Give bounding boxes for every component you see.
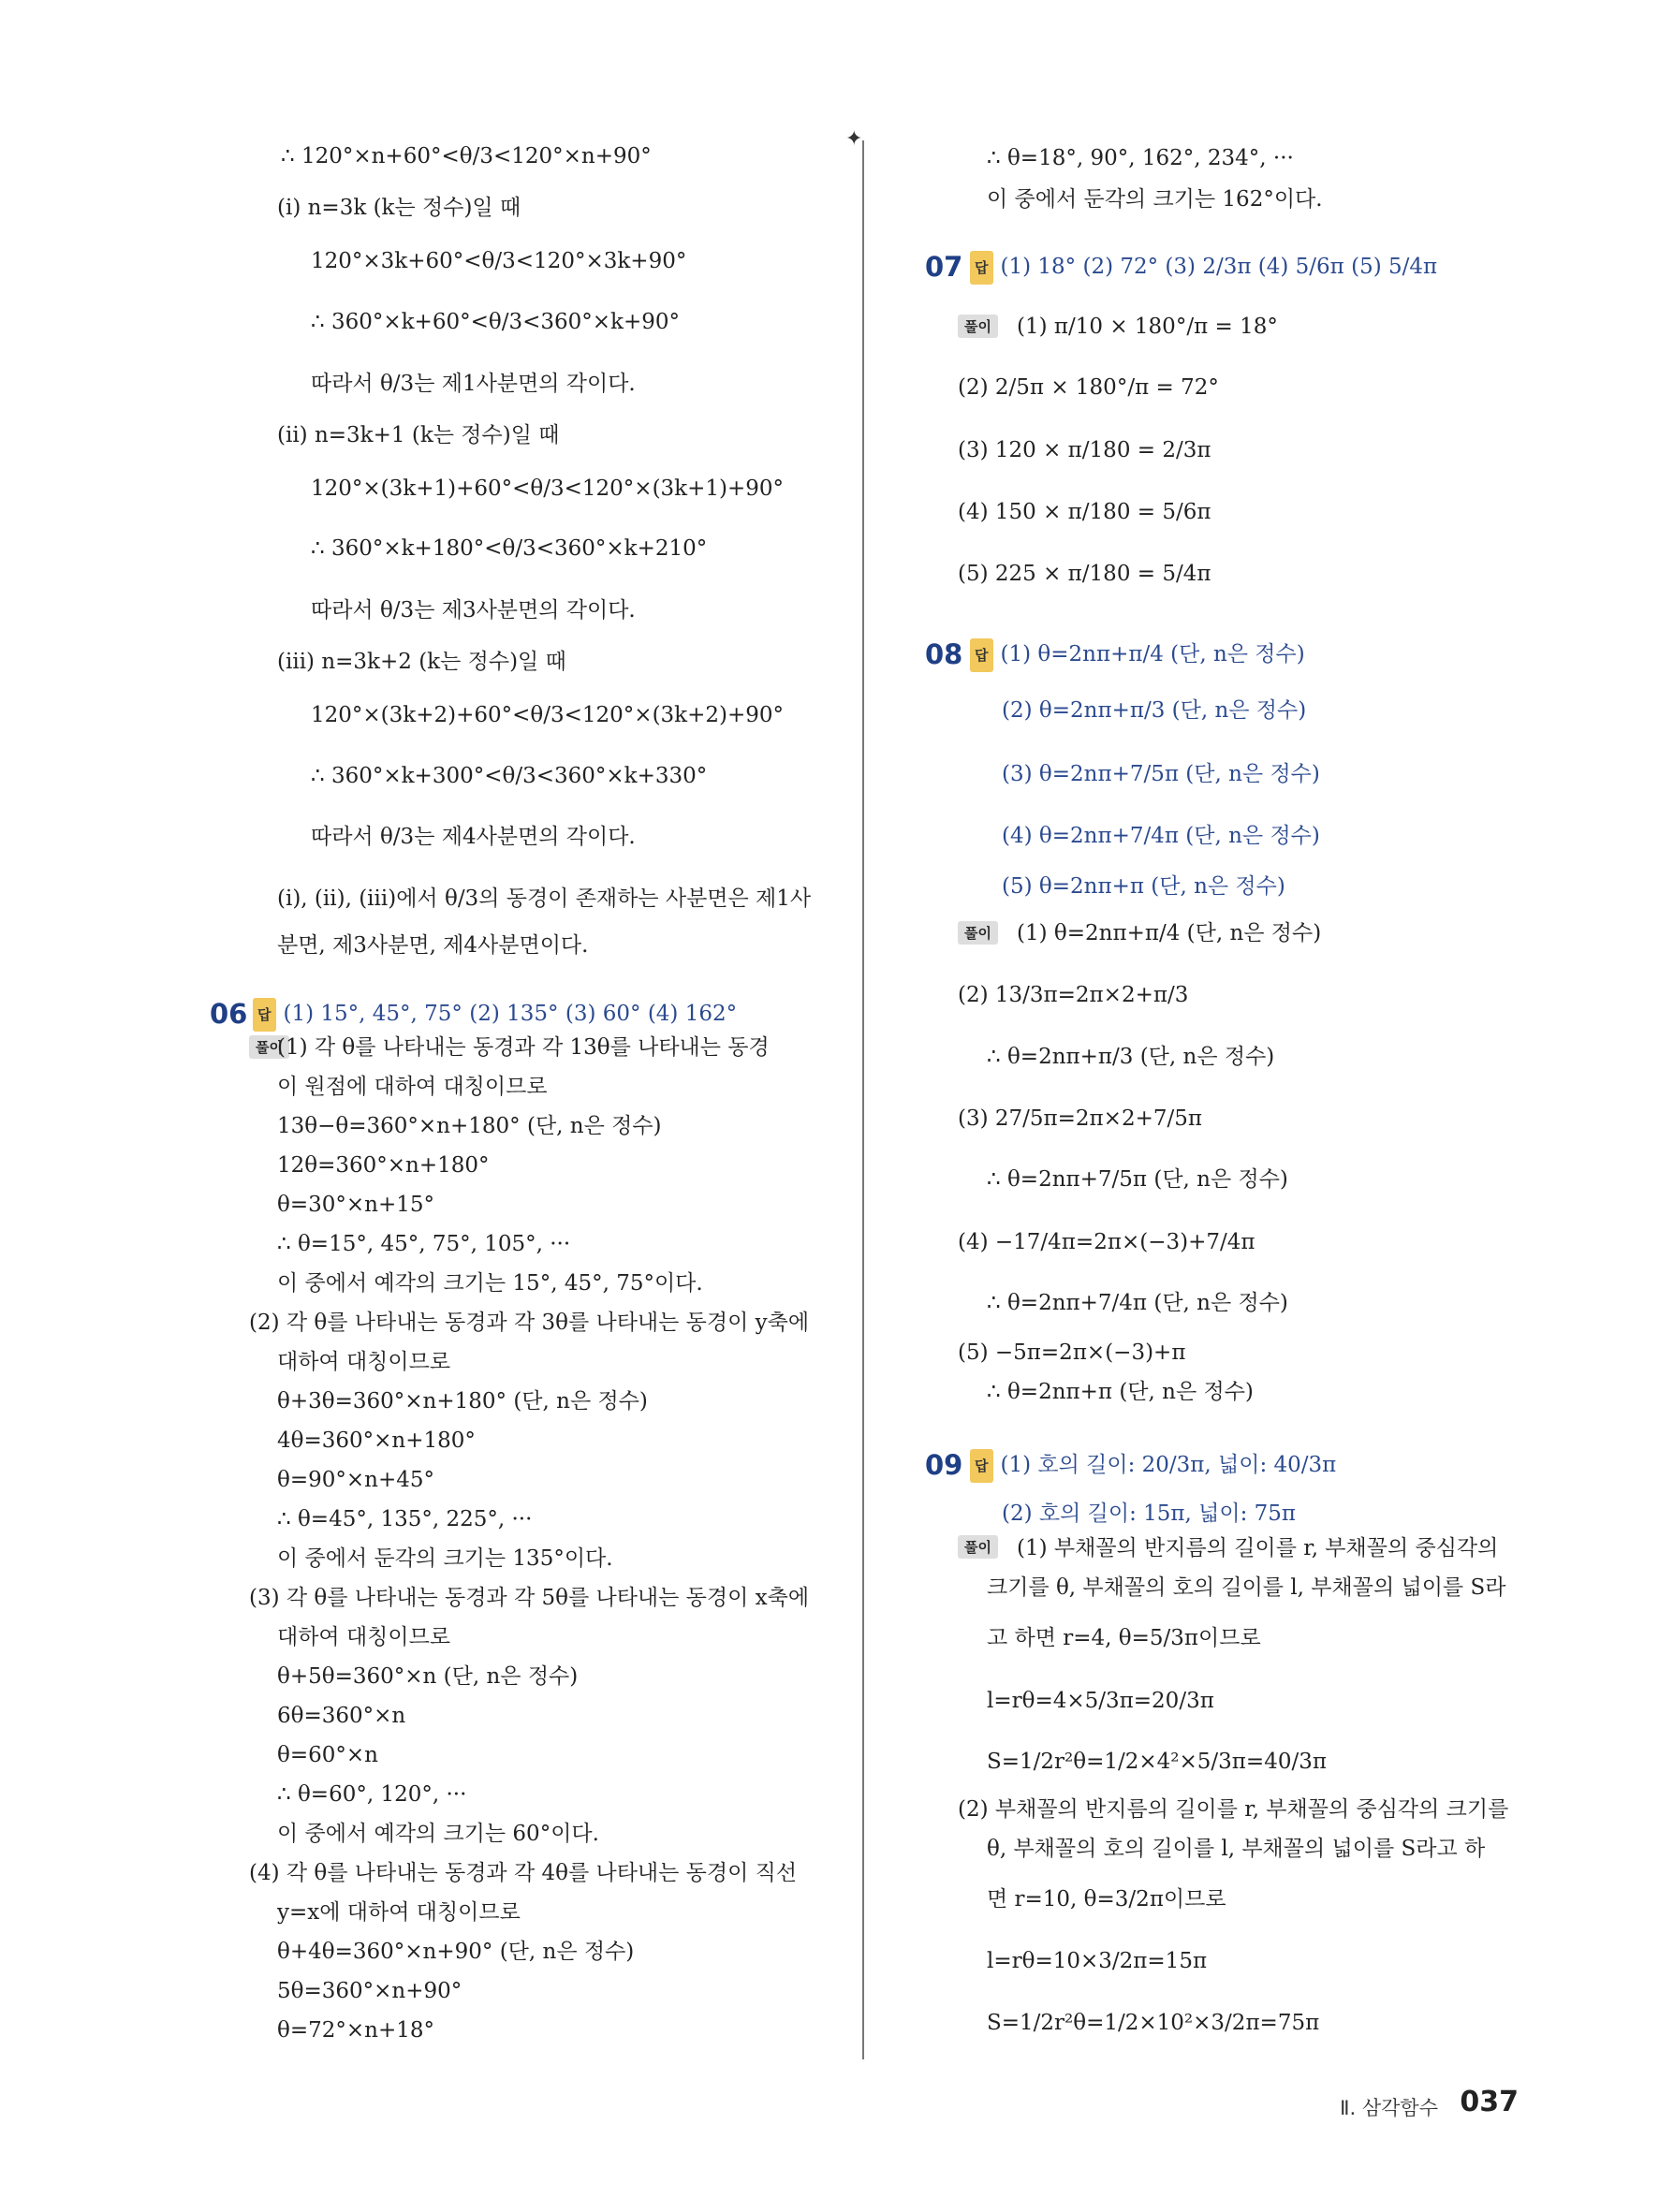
solution-line: 4θ=360°×n+180° <box>277 1428 476 1453</box>
solution-line: (3) 120 × π/180 = 2/3π <box>958 438 1211 462</box>
solution-line: (3) 각 θ를 나타내는 동경과 각 5θ를 나타내는 동경이 x축에 <box>249 1586 810 1610</box>
solution-line: θ=30°×n+15° <box>277 1193 435 1217</box>
solution-line: (2) 13/3π=2π×2+π/3 <box>958 983 1189 1007</box>
solution-line: 5θ=360°×n+90° <box>277 1979 462 2003</box>
solution-line: (2) 부채꼴의 반지름의 길이를 r, 부채꼴의 중심각의 크기를 <box>958 1797 1509 1822</box>
answer-07 <box>970 251 1437 285</box>
solution-line: 고 하면 r=4, θ=5/3π이므로 <box>987 1626 1261 1650</box>
answer-06 <box>253 998 737 1032</box>
solution-line: (2) 2/5π × 180°/π = 72° <box>958 375 1219 400</box>
solution-line: (5) −5π=2π×(−3)+π <box>958 1340 1186 1365</box>
answer-text: (1) 18° (2) 72° (3) 2/3π (4) 5/6π (5) 5/4π <box>1000 255 1438 279</box>
question-number-08: 08 <box>925 638 963 670</box>
solution-line: (1) π/10 × 180°/π = 18° <box>1017 315 1278 339</box>
solution-line: 이 중에서 둔각의 크기는 162°이다. <box>987 187 1323 212</box>
solution-line: (2) 각 θ를 나타내는 동경과 각 3θ를 나타내는 동경이 y축에 <box>249 1311 810 1335</box>
solution-line: θ, 부채꼴의 호의 길이를 l, 부채꼴의 넓이를 S라고 하 <box>987 1837 1486 1861</box>
answer-08 <box>970 638 1305 672</box>
solution-line: ∴ θ=15°, 45°, 75°, 105°, ··· <box>277 1232 571 1256</box>
solution-line: 이 원점에 대하여 대칭이므로 <box>277 1075 548 1099</box>
solution-line: 6θ=360°×n <box>277 1704 406 1728</box>
column-divider <box>862 140 864 2059</box>
solution-line: (4) 150 × π/180 = 5/6π <box>958 500 1211 524</box>
solution-line: ∴ θ=2nπ+7/5π (단, n은 정수) <box>987 1167 1288 1192</box>
solution-line: θ=72°×n+18° <box>277 2018 435 2043</box>
solution-badge: 풀이 <box>958 921 998 945</box>
question-number-07: 07 <box>925 251 963 283</box>
solution-line: 따라서 θ/3는 제4사분면의 각이다. <box>311 825 636 849</box>
solution-line: (1) 부채꼴의 반지름의 길이를 r, 부채꼴의 중심각의 <box>1017 1536 1499 1560</box>
solution-line: ∴ 360°×k+300°<θ/3<360°×k+330° <box>311 764 708 788</box>
answer-08-5: (5) θ=2nπ+π (단, n은 정수) <box>1002 874 1285 899</box>
solution-line: (ⅰ) n=3k (k는 정수)일 때 <box>277 196 521 220</box>
solution-line: ∴ θ=2nπ+π (단, n은 정수) <box>987 1380 1254 1404</box>
solution-line: 이 중에서 예각의 크기는 60°이다. <box>277 1822 599 1846</box>
solution-line: S=1/2r²θ=1/2×10²×3/2π=75π <box>987 2011 1320 2035</box>
solution-line: 대하여 대칭이므로 <box>277 1350 451 1374</box>
solution-line: (1) 각 θ를 나타내는 동경과 각 13θ를 나타내는 동경 <box>277 1035 770 1060</box>
solution-line: l=rθ=10×3/2π=15π <box>987 1949 1208 1973</box>
solution-badge: 풀이 <box>249 1035 289 1059</box>
answer-08-4: (4) θ=2nπ+7/4π (단, n은 정수) <box>1002 824 1320 848</box>
answer-text: (1) 15°, 45°, 75° (2) 135° (3) 60° (4) 162° <box>283 1002 738 1026</box>
answer-08-2: (2) θ=2nπ+π/3 (단, n은 정수) <box>1002 698 1307 723</box>
answer-badge: 답 <box>970 251 993 285</box>
divider-ornament-icon: ✦ <box>845 127 863 151</box>
answer-08-3: (3) θ=2nπ+7/5π (단, n은 정수) <box>1002 762 1320 786</box>
answer-text: (1) θ=2nπ+π/4 (단, n은 정수) <box>1000 642 1305 667</box>
solution-line: S=1/2r²θ=1/2×4²×5/3π=40/3π <box>987 1750 1327 1774</box>
answer-badge: 답 <box>253 998 276 1032</box>
solution-line: (4) −17/4π=2π×(−3)+7/4π <box>958 1230 1255 1254</box>
solution-line: θ=90°×n+45° <box>277 1468 435 1492</box>
solution-line: 13θ−θ=360°×n+180° (단, n은 정수) <box>277 1114 662 1138</box>
solution-line: θ+5θ=360°×n (단, n은 정수) <box>277 1664 579 1689</box>
solution-line: 이 중에서 둔각의 크기는 135°이다. <box>277 1546 613 1571</box>
solution-line: (1) θ=2nπ+π/4 (단, n은 정수) <box>1017 921 1322 945</box>
solution-line: 크기를 θ, 부채꼴의 호의 길이를 l, 부채꼴의 넓이를 S라 <box>987 1575 1506 1600</box>
solution-line: 면 r=10, θ=3/2π이므로 <box>987 1887 1226 1912</box>
solution-line: ∴ θ=2nπ+π/3 (단, n은 정수) <box>987 1045 1275 1069</box>
answer-09-2: (2) 호의 길이: 15π, 넓이: 75π <box>1002 1502 1297 1526</box>
solution-badge: 풀이 <box>958 1535 998 1559</box>
solution-line: (5) 225 × π/180 = 5/4π <box>958 562 1211 586</box>
solution-line: 120°×3k+60°<θ/3<120°×3k+90° <box>311 249 687 273</box>
solution-line: 따라서 θ/3는 제3사분면의 각이다. <box>311 598 636 623</box>
answer-09 <box>970 1449 1336 1483</box>
solution-line: 이 중에서 예각의 크기는 15°, 45°, 75°이다. <box>277 1271 703 1296</box>
solution-line: θ+4θ=360°×n+90° (단, n은 정수) <box>277 1940 635 1964</box>
question-number-06: 06 <box>210 998 248 1030</box>
solution-line: ∴ 360°×k+60°<θ/3<360°×k+90° <box>311 310 681 334</box>
solution-line: ∴ θ=2nπ+7/4π (단, n은 정수) <box>987 1291 1288 1315</box>
solution-line: ∴ 360°×k+180°<θ/3<360°×k+210° <box>311 536 708 561</box>
solution-line: l=rθ=4×5/3π=20/3π <box>987 1689 1214 1713</box>
solution-line: ∴ 120°×n+60°<θ/3<120°×n+90° <box>281 144 652 168</box>
footer-section-title: Ⅱ. 삼각함수 <box>1340 2097 1438 2119</box>
solution-line: 12θ=360°×n+180° <box>277 1153 490 1178</box>
solution-line: 120°×(3k+2)+60°<θ/3<120°×(3k+2)+90° <box>311 703 785 727</box>
solution-line: ∴ θ=45°, 135°, 225°, ··· <box>277 1507 533 1531</box>
answer-text: (1) 호의 길이: 20/3π, 넓이: 40/3π <box>1000 1453 1337 1477</box>
solution-line: 따라서 θ/3는 제1사분면의 각이다. <box>311 372 636 396</box>
answer-badge: 답 <box>970 1449 993 1483</box>
solution-line: θ+3θ=360°×n+180° (단, n은 정수) <box>277 1389 648 1414</box>
solution-badge: 풀이 <box>958 315 998 338</box>
solution-line: (ⅱ) n=3k+1 (k는 정수)일 때 <box>277 423 560 447</box>
solution-line: (3) 27/5π=2π×2+7/5π <box>958 1106 1202 1131</box>
solution-line: ∴ θ=60°, 120°, ··· <box>277 1782 467 1807</box>
page-number: 037 <box>1460 2086 1519 2118</box>
solution-line: 120°×(3k+1)+60°<θ/3<120°×(3k+1)+90° <box>311 476 785 501</box>
solution-line: 대하여 대칭이므로 <box>277 1625 451 1649</box>
solution-line: y=x에 대하여 대칭이므로 <box>277 1900 521 1925</box>
solution-line: 분면, 제3사분면, 제4사분면이다. <box>277 933 589 958</box>
solution-line: θ=60°×n <box>277 1743 378 1767</box>
solution-line: (ⅲ) n=3k+2 (k는 정수)일 때 <box>277 650 566 674</box>
answer-badge: 답 <box>970 638 993 672</box>
solution-line: (ⅰ), (ⅱ), (ⅲ)에서 θ/3의 동경이 존재하는 사분면은 제1사 <box>277 886 812 911</box>
solution-line: ∴ θ=18°, 90°, 162°, 234°, ··· <box>987 146 1294 170</box>
solution-line: (4) 각 θ를 나타내는 동경과 각 4θ를 나타내는 동경이 직선 <box>249 1861 798 1885</box>
question-number-09: 09 <box>925 1449 963 1481</box>
